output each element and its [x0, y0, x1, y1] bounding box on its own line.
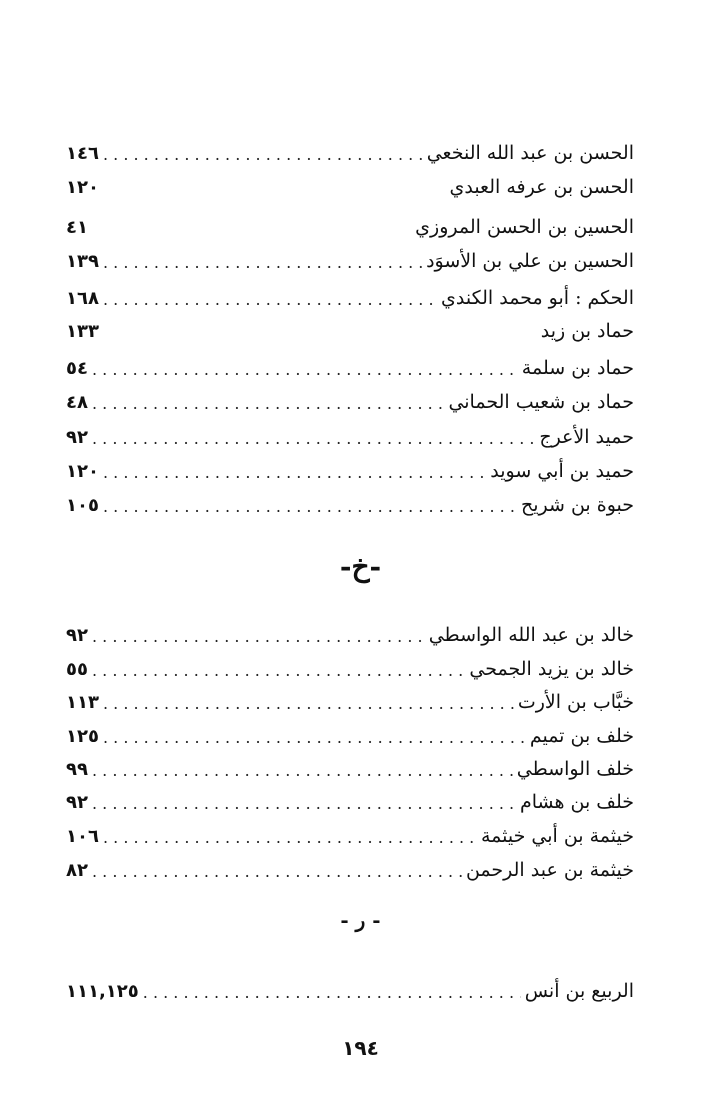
entry-page: ١١٣: [66, 691, 99, 713]
index-entry: [66, 384, 634, 420]
entry-name: الحسين بن الحسن المروزي: [415, 216, 634, 238]
index-entry: [66, 651, 634, 687]
section-heading-ra: - ر -: [340, 908, 381, 932]
index-entry: [66, 243, 634, 279]
entry-name: حماد بن سلمة: [521, 357, 634, 379]
entry-name: الحكم : أبو محمد الكندي: [441, 287, 634, 309]
entry-name: خبَّاب بن الأرت: [517, 691, 634, 713]
index-entry: [66, 751, 634, 787]
entry-name: حماد بن شعيب الحماني: [448, 391, 634, 413]
entry-page: ١٣٣: [66, 320, 99, 342]
entry-page: ١٠٥: [66, 494, 99, 516]
dot-leader: [92, 751, 513, 787]
index-entry: [66, 280, 634, 316]
entry-page: ٨٢: [66, 859, 88, 881]
entry-name: حبوة بن شريح: [520, 494, 634, 516]
dot-leader: [103, 818, 477, 854]
dot-leader: [103, 684, 514, 720]
index-entry: [66, 684, 634, 720]
entry-name: خلف الواسطي: [516, 758, 634, 780]
dot-leader: [103, 487, 517, 523]
dot-leader: [92, 852, 462, 888]
dot-leader: [92, 784, 516, 820]
dot-leader: [103, 313, 537, 349]
entry-page: ٥٥: [66, 658, 88, 680]
index-entry: [66, 135, 634, 171]
entry-page: ١٠٦: [66, 825, 99, 847]
dot-leader: [92, 350, 518, 386]
dot-leader: [103, 280, 437, 316]
dot-leader: [103, 453, 486, 489]
entry-page: ٩٢: [66, 791, 88, 813]
entry-page: ١٤٦: [66, 142, 99, 164]
index-entry: [66, 784, 634, 820]
dot-leader: [92, 419, 535, 455]
dot-leader: [103, 243, 422, 279]
entry-page: ١٢٠: [66, 460, 99, 482]
entry-page: ٤١: [66, 216, 88, 238]
entry-page: ٩٢: [66, 624, 88, 646]
entry-page: ٥٤: [66, 357, 88, 379]
entry-page: ١٣٩: [66, 250, 99, 272]
index-entry: [66, 169, 634, 205]
dot-leader: [103, 718, 526, 754]
page-number: ١٩٤: [342, 1036, 379, 1060]
index-entry: [66, 209, 634, 245]
dot-leader: [92, 384, 444, 420]
index-entry: [66, 350, 634, 386]
entry-page: ١٢٥: [66, 725, 99, 747]
entry-name: حماد بن زيد: [540, 320, 634, 342]
entry-name: الحسن بن عرفه العبدي: [449, 176, 634, 198]
index-entry: [66, 617, 634, 653]
entry-name: خلف بن هشام: [519, 791, 634, 813]
dot-leader: [92, 617, 425, 653]
entry-page: ١٢٠: [66, 176, 99, 198]
entry-name: خالد بن عبد الله الواسطي: [428, 624, 634, 646]
dot-leader: [103, 135, 423, 171]
entry-name: الحسين بن علي بن الأسوَد: [426, 250, 634, 272]
index-entry: [66, 973, 634, 1009]
dot-leader: [92, 651, 465, 687]
entry-page: ١١١,١٢٥: [66, 980, 139, 1002]
index-entry: [66, 313, 634, 349]
index-entry: [66, 852, 634, 888]
dot-leader: [92, 209, 411, 245]
index-entry: [66, 718, 634, 754]
entry-name: الربيع بن أنس: [524, 980, 634, 1002]
entry-page: ٩٩: [66, 758, 88, 780]
entry-name: حميد بن أبي سويد: [490, 460, 634, 482]
index-entry: [66, 419, 634, 455]
dot-leader: [143, 973, 521, 1009]
entry-name: الحسن بن عبد الله النخعي: [426, 142, 634, 164]
entry-page: ٤٨: [66, 391, 88, 413]
entry-name: حميد الأعرج: [539, 426, 634, 448]
entry-page: ٩٢: [66, 426, 88, 448]
entry-name: خلف بن تميم: [529, 725, 634, 747]
entry-name: خيثمة بن عبد الرحمن: [465, 859, 634, 881]
section-heading-kha: -خ-: [339, 550, 382, 583]
entry-page: ١٦٨: [66, 287, 99, 309]
index-entry: [66, 487, 634, 523]
entry-name: خيثمة بن أبي خيثمة: [480, 825, 634, 847]
dot-leader: [103, 169, 446, 205]
index-entry: [66, 453, 634, 489]
entry-name: خالد بن يزيد الجمحي: [469, 658, 634, 680]
index-entry: [66, 818, 634, 854]
